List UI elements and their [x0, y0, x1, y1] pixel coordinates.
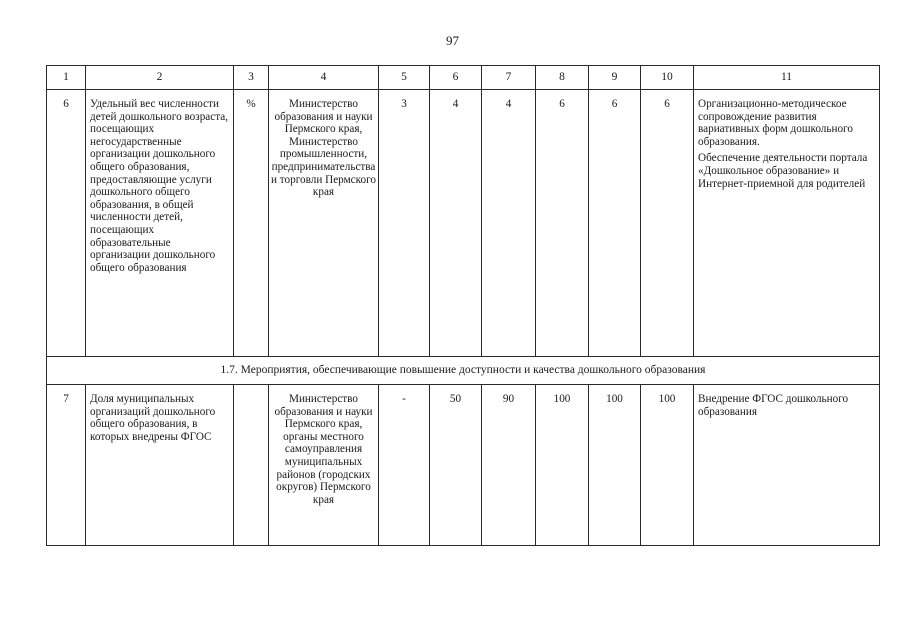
value-cell: 4 [482, 90, 536, 357]
header-cell: 10 [641, 66, 694, 90]
value-cell: 3 [379, 90, 430, 357]
activity-text: Обеспечение деятельности портала «Дошкольное образование» и Интернет-приемной для родителей [698, 152, 868, 190]
header-cell: 8 [536, 66, 589, 90]
value-cell: 100 [589, 385, 641, 546]
value-cell: 100 [536, 385, 589, 546]
table-header-row [47, 66, 880, 90]
activity-text: Организационно-методическое сопровождение развития вариативных форм дошкольного образования. [698, 98, 853, 148]
section-heading-row [47, 357, 880, 385]
value-cell: 6 [641, 90, 694, 357]
value-cell: 100 [641, 385, 694, 546]
activities-cell [694, 90, 880, 357]
header-cell: 9 [589, 66, 641, 90]
row-number: 6 [47, 90, 86, 357]
header-cell: 2 [86, 66, 234, 90]
activities-cell [694, 385, 880, 546]
page-number: 97 [446, 33, 459, 48]
header-cell: 5 [379, 66, 430, 90]
executor: Министерство образования и науки Пермского края, органы местного самоуправления муниципальных районов (городских округов) Пермского края [269, 385, 379, 546]
value-cell: 6 [536, 90, 589, 357]
header-cell: 3 [234, 66, 269, 90]
value-cell: 4 [430, 90, 482, 357]
header-cell: 11 [694, 66, 880, 90]
section-title: 1.7. Мероприятия, обеспечивающие повышение доступности и качества дошкольного образования [47, 357, 880, 385]
row-number: 7 [47, 385, 86, 546]
header-cell: 1 [47, 66, 86, 90]
activity-text: Внедрение ФГОС дошкольного образования [698, 393, 849, 418]
table-row [47, 90, 880, 357]
executor: Министерство образования и науки Пермского края, Министерство промышленности, предпринимательства и торговли Пермского края [269, 90, 379, 357]
header-cell: 7 [482, 66, 536, 90]
indicator-name: Доля муниципальных организаций дошкольного общего образования, в которых внедрены ФГОС [86, 385, 234, 546]
header-cell: 6 [430, 66, 482, 90]
data-table [46, 65, 880, 546]
header-cell: 4 [269, 66, 379, 90]
value-cell: - [379, 385, 430, 546]
value-cell: 50 [430, 385, 482, 546]
indicator-name: Удельный вес численности детей дошкольного возраста, посещающих негосударственные организации дошкольного общего образования, предоставляющие услуги дошкольного общего образования, в общей численности детей, посещающих образовательные организации дошкольного общего образования [86, 90, 234, 357]
value-cell: 90 [482, 385, 536, 546]
table-row [47, 385, 880, 546]
unit-of-measure: % [234, 90, 269, 357]
value-cell: 6 [589, 90, 641, 357]
unit-of-measure [234, 385, 269, 546]
